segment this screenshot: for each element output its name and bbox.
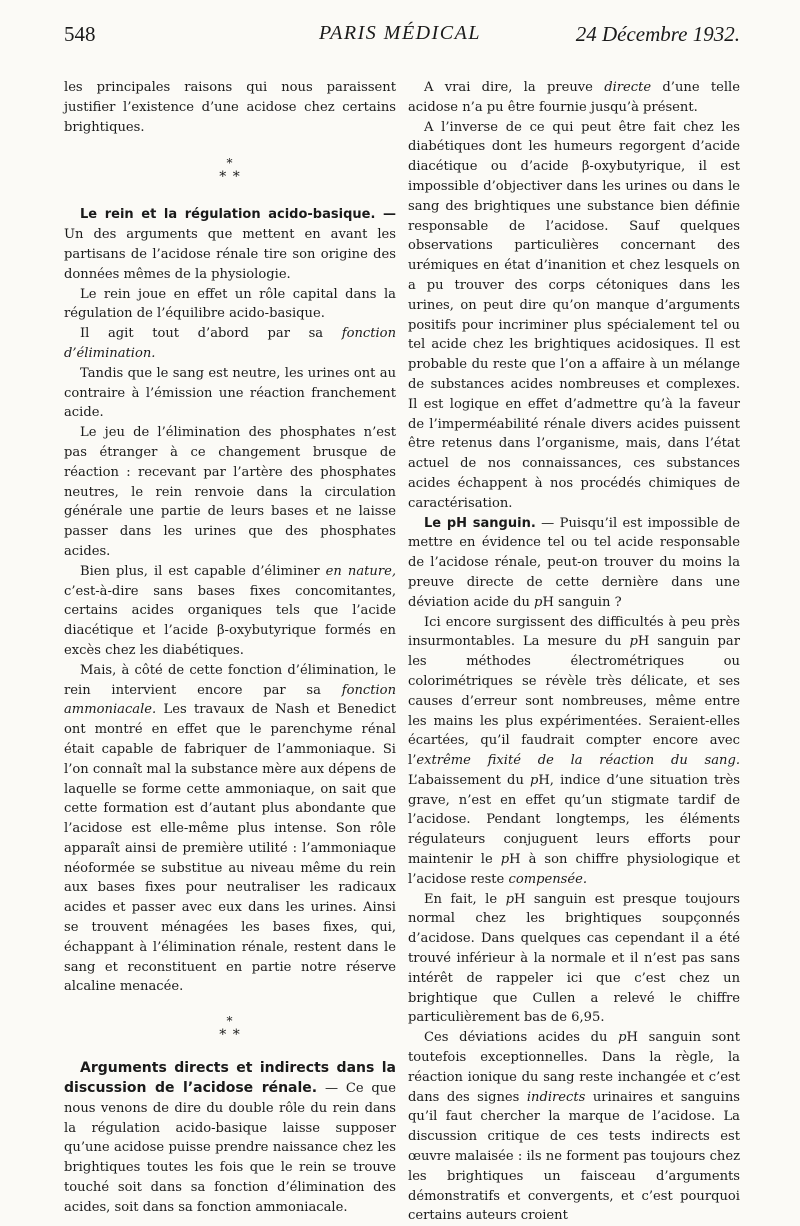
paragraph: Bien plus, il est capable d’éliminer en nature, c’est-à-dire sans bases fixes concomitantes, certains acides organiques tels que l’acide diacétique et l’acide β-oxybutyrique formés en excès chez les diabétiques.: [64, 563, 396, 658]
journal-title: PARIS MÉDICAL: [319, 22, 481, 44]
paragraph: Ces déviations acides du pH sanguin sont toutefois exceptionnelles. Dans la règle, la réaction ionique du sang reste inchangée et c’est dans des signes indirects urinaires et sanguins qu’il faut chercher la marque de l’acidose. La discussion critique de ces tests indirects est œuvre malaisée : ils ne forment pas toujours chez les brightiques un faisceau d’arguments démonstratifs et convergents, et c’est pourquoi certains auteurs croient: [408, 1030, 740, 1224]
paragraph: A l’inverse de ce qui peut être fait chez les diabétiques dont les humeurs regorgent d’acide diacétique ou d’acide β-oxybutyrique, il est impossible d’objectiver dans les urines ou dans le sang des brightiques une substance bien définie responsable de l’acidose. Sauf quelques observations particulières concernant des urémiques en état d’inanition et chez lesquels on a pu trouver des corps cétoniques dans les urines, on peut dire qu’on manque d’arguments positifs pour incriminer plus spécialement tel ou tel acide chez les brightiques acidosiques. Il est probable du reste que l’on a affaire à un mélange de substances acides nombreuses et complexes. Il est logique en effet d’admettre qu’à la faveur de l’imperméabilité rénale divers acides puissent être retenus dans l’organisme, mais, dans l’état actuel de nos connaissances, ces substances acides échappent à nos procédés chimiques de caractérisation.: [408, 119, 740, 511]
section-paragraph: Le rein et la régulation acido-basique. — Un des arguments que mettent en avant les partisans de l’acidose rénale tire son origine des données mêmes de la physiologie.: [64, 207, 396, 282]
page-header: [60, 12, 740, 48]
section-paragraph: Arguments directs et indirects dans la discussion de l’acidose rénale. — Ce que nous venons de dire du double rôle du rein dans la régulation acido-basique laisse supposer qu’une acidose puisse prendre naissance chez les brightiques toutes les fois que le rein se trouve touché soit dans sa fonction d’élimination des acides, soit dans sa fonction ammoniacale.: [64, 1060, 396, 1215]
paragraph: A vrai dire, la preuve directe d’une telle acidose n’a pu être fournie jusqu’à présent.: [408, 80, 740, 115]
paragraph: les principales raisons qui nous paraissent justifier l’existence d’une acidose chez certains brightiques.: [64, 80, 396, 135]
page-number: 548: [64, 22, 96, 46]
issue-date: 24 Décembre 1932.: [575, 22, 740, 46]
left-column: [64, 78, 396, 1218]
paragraph: Il agit tout d’abord par sa fonction d’élimination.: [64, 326, 396, 361]
paragraph: Tandis que le sang est neutre, les urines ont au contraire à l’émission une réaction franchement acide.: [64, 365, 396, 421]
paragraph: En fait, le pH sanguin est presque toujours normal chez les brightiques soupçonnés d’acidose. Dans quelques cas cependant il a été trouvé inférieur à la normale et il n’est pas sans intérêt de rappeler ici que c’est chez un brightique que Cullen a relevé le chiffre particulièrement bas de 6,95.: [408, 891, 740, 1026]
right-column: [408, 78, 740, 1226]
section-separator: * * *: [219, 1014, 241, 1044]
section-separator: * * *: [219, 156, 241, 186]
paragraph: Ici encore surgissent des difficultés à peu près insurmontables. La mesure du pH sanguin par les méthodes électrométriques ou colorimétriques se révèle très délicate, et ses causes d’erreur sont nombreuses, même entre les mains les plus expérimentées. Seraient-elles écartées, qu’il faudrait compter encore avec l’extrême fixité de la réaction du sang. L’abaissement du pH, indice d’une situation très grave, n’est en effet qu’un stigmate tardif de l’acidose. Pendant longtemps, les éléments régulateurs conjuguent leurs efforts pour maintenir le pH à son chiffre physiologique et l’acidose reste compensée.: [408, 614, 740, 887]
section-paragraph: Le pH sanguin. — Puisqu’il est impossible de mettre en évidence tel ou tel acide responsable de l’acidose rénale, peut-on trouver du moins la preuve directe de cette dernière dans une déviation acide du pH sanguin ?: [408, 515, 740, 610]
paragraph: Mais, à côté de cette fonction d’élimination, le rein intervient encore par sa fonction ammoniacale. Les travaux de Nash et Benedict ont montré en effet que le parenchyme rénal était capable de fabriquer de l’ammoniaque. Si l’on connaît mal la substance mère aux dépens de laquelle se forme cette ammoniaque, on sait que cette formation est d’autant plus abondante que l’acidose est elle-même plus intense. Son rôle apparaît ainsi de première utilité : l’ammoniaque néoformée se substitue au niveau même du rein aux bases fixes pour neutraliser les radicaux acides et passer avec eux dans les urines. Ainsi se trouvent ménagées les bases fixes, qui, échappant à l’élimination rénale, restent dans le sang et reconstituent en partie notre réserve alcaline menacée.: [64, 662, 396, 995]
section-heading: Le pH sanguin.: [424, 515, 536, 531]
paragraph: Le jeu de l’élimination des phosphates n’est pas étranger à ce changement brusque de réaction : recevant par l’artère des phosphates neutres, le rein renvoie dans la circulation générale une partie de leurs bases et ne laisse passer dans les urines que des phosphates acides.: [64, 425, 396, 559]
section-heading: Arguments directs et indirects dans la discussion de l’acidose rénale.: [64, 1060, 396, 1097]
paragraph: Le rein joue en effet un rôle capital dans la régulation de l’équilibre acido-basique.: [64, 286, 396, 322]
section-heading: Le rein et la régulation acido-basique. —: [80, 207, 396, 223]
